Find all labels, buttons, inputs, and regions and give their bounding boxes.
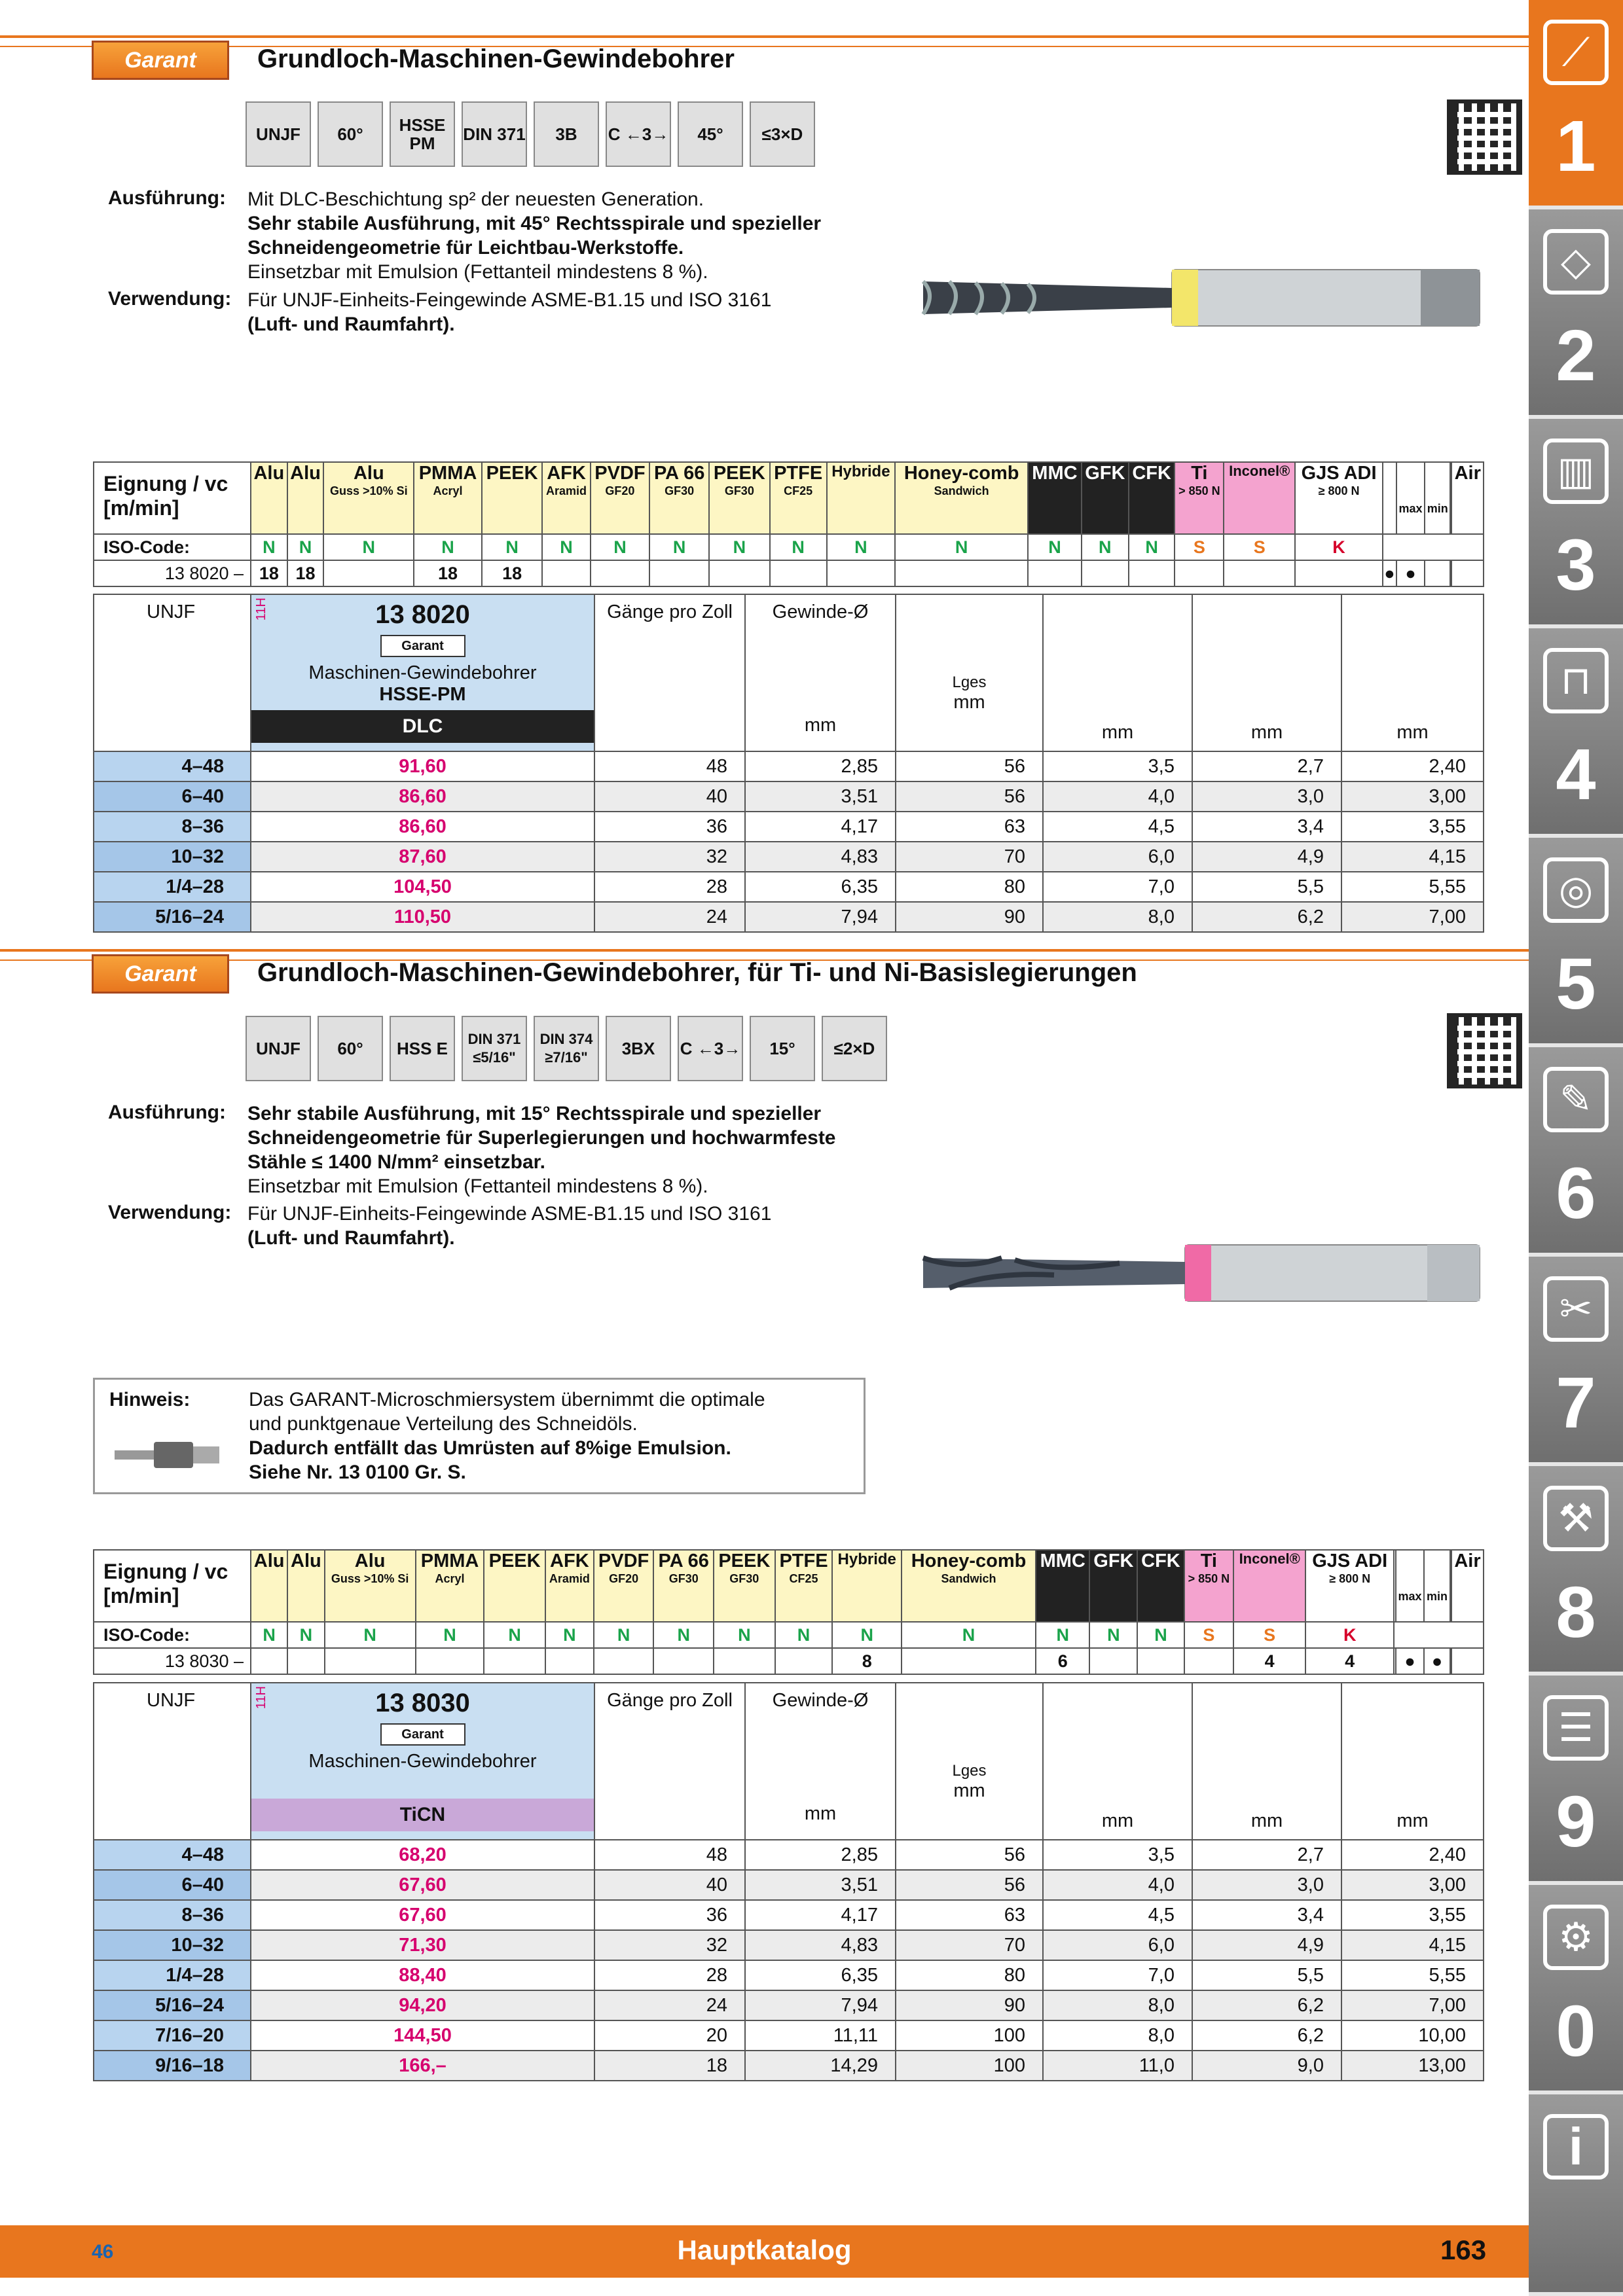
qr-code[interactable]: [1447, 1013, 1522, 1088]
col-alu2: Alu: [287, 462, 324, 534]
col-hybride: Hybride: [827, 462, 895, 534]
article-number[interactable]: 13 8020: [375, 600, 470, 629]
drill-icon: ⟋: [1543, 20, 1609, 85]
chamfer-icon: C ←3→: [606, 101, 671, 167]
ausfuehrung-label: Ausführung:: [108, 187, 226, 209]
table-row: 4–48 91,60 48 2,85 56 3,5 2,7 2,40: [94, 751, 1484, 781]
depth-icon: ≤3×D: [750, 101, 815, 167]
grinding-disc-icon: ◎: [1543, 857, 1609, 923]
vc-row: 13 8020 – 18 18 18 18 ● ●: [94, 560, 1484, 586]
coolant-min-icon: min: [1424, 1550, 1450, 1622]
ausfuehrung-text: Sehr stabile Ausführung, mit 15° Rechtsspirale und spezieller Schneidengeometrie für Superlegierungen und hochwarmfeste Stähle ≤ 1400 N/mm² einsetzbar. Einsetzbar mit Emulsion (Fettanteil mindestens 8 %).: [247, 1103, 836, 1197]
table-row: 5/16–24 110,50 24 7,94 90 8,0 6,2 7,00: [94, 902, 1484, 932]
col-air: Air: [1451, 462, 1484, 534]
chapter-tab-3[interactable]: ▥ 3: [1529, 419, 1623, 628]
col-pvdf: PVDF GF20: [591, 462, 650, 534]
table-row: 4–48 68,20 48 2,85 56 3,5 2,7 2,40: [94, 1840, 1484, 1870]
page-footer: [0, 2225, 1529, 2278]
depth-icon: ≤2×D: [822, 1016, 887, 1081]
material-icon: HSS E: [390, 1016, 455, 1081]
coolant-min-icon: min: [1425, 462, 1450, 534]
chapter-tab-5[interactable]: ◎ 5: [1529, 838, 1623, 1047]
table-row: 1/4–28 104,50 28 6,35 80 7,0 5,5 5,55: [94, 872, 1484, 902]
col-inconel: Inconel®: [1224, 462, 1295, 534]
col-ptfe: PTFE CF25: [770, 462, 827, 534]
tap-tool-image: [910, 1237, 1486, 1309]
verwendung-label: Verwendung:: [108, 288, 232, 310]
safety-icon: ⚙: [1543, 1905, 1609, 1970]
chuck-icon: ▥: [1543, 439, 1609, 504]
verwendung-text: Für UNJF-Einheits-Feingewinde ASME-B1.15 und ISO 3161 (Luft- und Raumfahrt).: [247, 1203, 772, 1249]
material-icon: HSSE PM: [390, 101, 455, 167]
angle-icon: 60°: [318, 101, 383, 167]
chapter-tab-2[interactable]: ◇ 2: [1529, 209, 1623, 419]
article-number[interactable]: 13 8030: [375, 1689, 470, 1717]
vc-row: 13 8030 – 8 6 4 4 ● ●: [94, 1648, 1484, 1674]
coating-label: DLC: [251, 710, 594, 743]
chapter-tab-4[interactable]: ⊓ 4: [1529, 628, 1623, 838]
unjf-icon: UNJF: [246, 101, 311, 167]
din-icon: DIN 371: [462, 101, 527, 167]
product-table: UNJF 11H 13 8030 Garant Maschinen-Gewindebohrer TiCN Gänge pro Zoll Gewinde-Ø mm Lges mm mm mm mm 4–48 68,20 48 2,85 56 3,5 2,7 2,40 6–40 67,60 40 3,51 56 4,0 3,0 3,00 8–36 67,60 36 4,17 63 4,5 3,4 3,55 10–32 71,30 32 4,83 70 6,0 4,9 4,15 1/4–28 88,40 28 6,35 80 7,0 5,5 5,55 5/16–24 94,20 24 7,94 90 8,0 6,2 7,00 7/16–20 144,50 20 11,11 100 8,0 6,2 10,00 9/16–18 166,– 18 14,29 100 11,0 9,0 13,00: [93, 1682, 1484, 2081]
col-pa66: PA 66 GF30: [649, 462, 709, 534]
lges-icon: Lges mm: [896, 594, 1043, 751]
suitability-table: [93, 461, 1484, 587]
col-cfk: CFK: [1129, 462, 1175, 534]
property-icons: [246, 1016, 887, 1081]
oil-icon: [1383, 462, 1396, 534]
tool-set-icon: ⚒: [1543, 1486, 1609, 1551]
table-row: 10–32 87,60 32 4,83 70 6,0 4,9 4,15: [94, 842, 1484, 872]
iso-row: ISO-Code: N N N N N N N N N N N N N N N S S K: [94, 534, 1484, 560]
coolant-max-icon: max: [1396, 1550, 1425, 1622]
chapter-tab-0[interactable]: ⚙ 0: [1529, 1885, 1623, 2094]
col-alu: Alu: [251, 462, 287, 534]
suitability-table: Eignung / vc [m/min] Alu Alu Alu Guss >10% Si PMMA Acryl PEEK AFK Aramid PVDF GF20 PA 66 GF30 PEEK GF30 PTFE CF25 Hybride Honey-comb Sandwich MMC GFK CFK Ti > 850 N Inconel® GJS ADI ≥ 800 N max min Air ISO-Code: N N N N N N N N N N N N N N N S S K 13 8030 – 8 6 4 4 ● ●: [93, 1549, 1484, 1675]
table-row: 8–36 86,60 36 4,17 63 4,5 3,4 3,55: [94, 812, 1484, 842]
chapter-tab-7[interactable]: ✂ 7: [1529, 1257, 1623, 1466]
col-peek: PEEK: [482, 462, 543, 534]
iso-row: ISO-Code: N N N N N N N N N N N N N N N S S K: [94, 1622, 1484, 1648]
page-number-right: 163: [1440, 2234, 1487, 2265]
col-gfk: GFK: [1082, 462, 1129, 534]
col-gjs: GJS ADI ≥ 800 N: [1295, 462, 1383, 534]
tolerance-icon: 3BX: [606, 1016, 671, 1081]
micro-lube-icon: [108, 1426, 226, 1484]
section-title: Grundloch-Maschinen-Gewindebohrer: [257, 45, 735, 73]
unjf-icon: UNJF: [246, 1016, 311, 1081]
section-title: Grundloch-Maschinen-Gewindebohrer, für Ti- und Ni-Basislegierungen: [257, 958, 1137, 987]
tap-tool-image: [910, 262, 1486, 334]
lges-icon: Lges mm: [896, 1683, 1043, 1840]
property-icons: [246, 101, 815, 167]
hint-box: Hinweis: Das GARANT-Microschmiersystem übernimmt die optimale und punktgenaue Verteilung des Schneidöls. Dadurch entfällt das Umrüsten auf 8%ige Emulsion. Siehe Nr. 13 0100 Gr. S.: [93, 1378, 866, 1494]
chapter-tab-6[interactable]: ✎ 6: [1529, 1047, 1623, 1257]
helix-icon: 15°: [750, 1016, 815, 1081]
chapter-tab-9[interactable]: ☰ 9: [1529, 1676, 1623, 1885]
caliper-icon: ⊓: [1543, 648, 1609, 713]
square-icon: mm: [1192, 594, 1341, 751]
col-pmma: PMMA Acryl: [414, 462, 482, 534]
helix-icon: 45°: [678, 101, 743, 167]
pliers-icon: ✂: [1543, 1276, 1609, 1342]
table-row: 6–40 86,60 40 3,51 56 4,0 3,0 3,00: [94, 781, 1484, 812]
chapter-tab-8[interactable]: ⚒ 8: [1529, 1466, 1623, 1676]
din-374-icon: DIN 374 ≥7/16": [534, 1016, 599, 1081]
table-row: 10–32 71,30 32 4,83 70 6,0 4,9 4,15: [94, 1930, 1484, 1960]
insert-icon: ◇: [1543, 229, 1609, 295]
chapter-tab-1[interactable]: ⟋ 1: [1529, 0, 1623, 209]
wrench-icon: ✎: [1543, 1067, 1609, 1132]
chapter-tab-info[interactable]: [1529, 2094, 1623, 2296]
table-row: 6–40 67,60 40 3,51 56 4,0 3,0 3,00: [94, 1870, 1484, 1900]
col-ti: Ti > 850 N: [1175, 462, 1224, 534]
product-table: UNJF 11H 13 8020 Garant Maschinen-Gewindebohrer HSSE-PM DLC Gänge pro Zoll Gewinde-Ø mm Lges mm mm mm mm 4–48 91,60 48 2,85 56 3,5 2,7 2,40 6–40 86,60 40 3,51 56 4,0 3,0 3,00 8–36 86,60 36 4,17 63 4,5 3,4 3,55 10–32 87,60 32 4,83 70 6,0 4,9 4,15 1/4–28 104,50 28 6,35 80 7,0 5,5 5,55 5/16–24 110,50 24 7,94 90 8,0 6,2 7,00: [93, 594, 1484, 933]
drill-dia-icon: mm: [1341, 1683, 1484, 1840]
col-alu-guss: Alu Guss >10% Si: [323, 462, 414, 534]
col-honeycomb: Honey-comb Sandwich: [895, 462, 1028, 534]
shank-icon: mm: [1043, 1683, 1192, 1840]
angle-icon: 60°: [318, 1016, 383, 1081]
square-icon: mm: [1192, 1683, 1341, 1840]
drill-dia-icon: mm: [1341, 594, 1484, 751]
catalog-title: Hauptkatalog: [677, 2234, 852, 2265]
din-371-icon: DIN 371 ≤5/16": [462, 1016, 527, 1081]
col-mmc: MMC: [1028, 462, 1081, 534]
verwendung-label: Verwendung:: [108, 1202, 232, 1223]
table-row: 8–36 67,60 36 4,17 63 4,5 3,4 3,55: [94, 1900, 1484, 1930]
coating-label: TiCN: [251, 1799, 594, 1831]
table-row: 9/16–18 166,– 18 14,29 100 11,0 9,0 13,00: [94, 2051, 1484, 2081]
garant-logo: Garant: [92, 954, 229, 994]
garant-mini-logo: Garant: [380, 635, 465, 657]
shank-icon: mm: [1043, 594, 1192, 751]
col-afk: AFK Aramid: [542, 462, 590, 534]
verwendung-text: Für UNJF-Einheits-Feingewinde ASME-B1.15 und ISO 3161 (Luft- und Raumfahrt).: [247, 289, 772, 335]
table-row: 7/16–20 144,50 20 11,11 100 8,0 6,2 10,00: [94, 2020, 1484, 2051]
qr-code[interactable]: [1447, 99, 1522, 175]
cabinet-icon: ☰: [1543, 1695, 1609, 1761]
garant-mini-logo: Garant: [380, 1723, 465, 1746]
table-row: 5/16–24 94,20 24 7,94 90 8,0 6,2 7,00: [94, 1990, 1484, 2020]
col-peek-gf: PEEK GF30: [709, 462, 770, 534]
page-number-left: 46: [92, 2241, 114, 2263]
ausfuehrung-label: Ausführung:: [108, 1102, 226, 1123]
garant-logo: Garant: [92, 41, 229, 80]
coolant-max-icon: max: [1396, 462, 1425, 534]
chamfer-icon: C ←3→: [678, 1016, 743, 1081]
eignung-header: Eignung / vc [m/min]: [94, 462, 251, 534]
ausfuehrung-text: Mit DLC-Beschichtung sp² der neuesten Generation. Sehr stabile Ausführung, mit 45° Rechtsspirale und spezieller Schneidengeometrie für Leichtbau-Werkstoffe. Einsetzbar mit Emulsion (Fettanteil mindestens 8 %).: [247, 188, 822, 283]
tolerance-icon: 3B: [534, 101, 599, 167]
table-row: 1/4–28 88,40 28 6,35 80 7,0 5,5 5,55: [94, 1960, 1484, 1990]
info-icon: i: [1543, 2114, 1609, 2179]
